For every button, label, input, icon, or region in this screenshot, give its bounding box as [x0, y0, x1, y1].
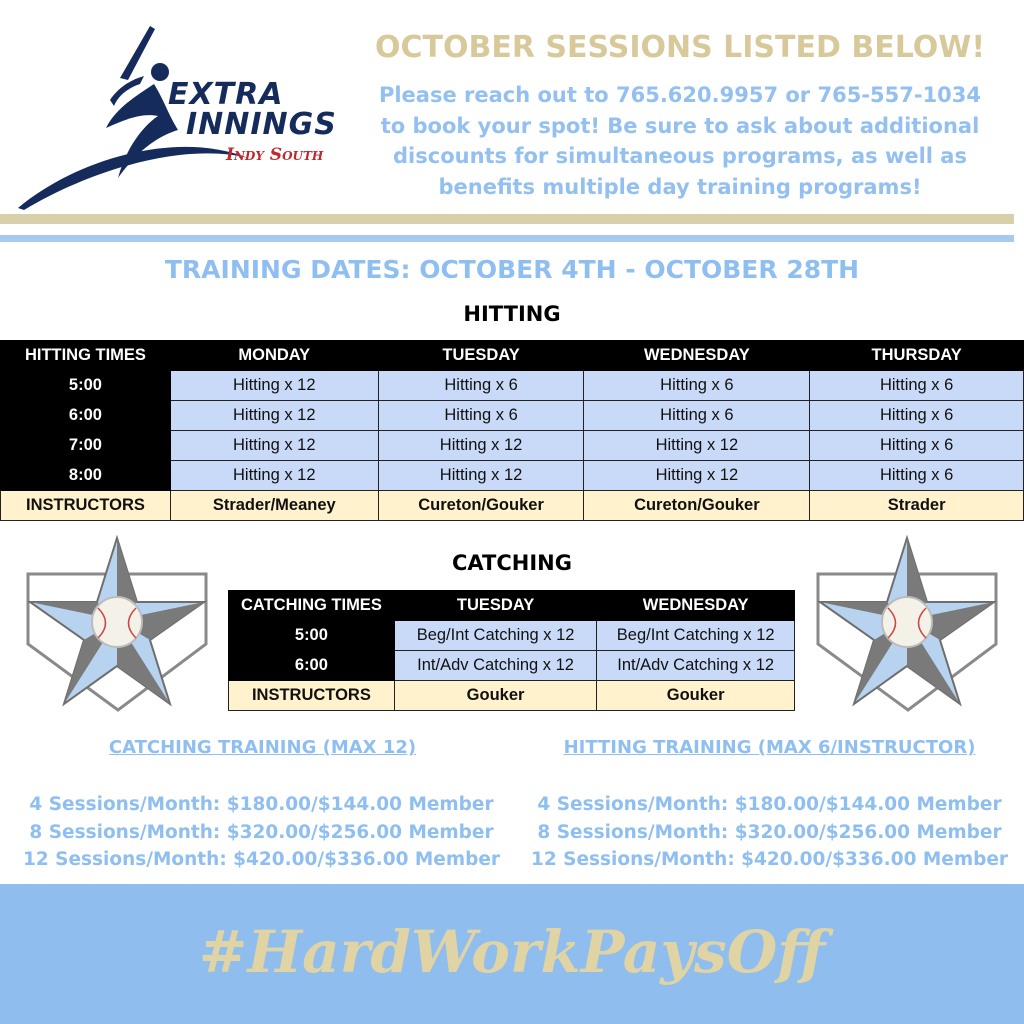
time-cell: 6:00 — [1, 401, 171, 431]
hitting-pricing-heading: HITTING TRAINING (MAX 6/INSTRUCTOR) — [563, 737, 976, 758]
extra-innings-logo — [18, 18, 348, 213]
session-cell: Hitting x 12 — [170, 461, 378, 491]
column-header: THURSDAY — [810, 341, 1024, 371]
intro-line: Please reach out to 765.620.9957 or 765-557-1034 — [378, 83, 982, 107]
table-row — [229, 621, 795, 651]
session-cell: Hitting x 6 — [810, 401, 1024, 431]
divider-blue — [0, 235, 1014, 242]
intro-line: to book your spot! Be sure to ask about additional — [380, 113, 980, 138]
time-cell: 8:00 — [1, 461, 171, 491]
price-line: 4 Sessions/Month: $180.00/$144.00 Member — [29, 794, 494, 815]
catching-section-title: CATCHING — [452, 551, 572, 575]
session-cell: Hitting x 6 — [378, 371, 584, 401]
footer-hashtag: #HardWorkPaysOff — [198, 918, 826, 986]
session-cell: Hitting x 12 — [170, 371, 378, 401]
time-cell: 6:00 — [229, 651, 395, 681]
instructors-label: INSTRUCTORS — [1, 491, 171, 521]
page-headline: OCTOBER SESSIONS LISTED BELOW! — [374, 30, 986, 65]
table-row — [229, 651, 795, 681]
instructors-row — [1, 491, 1024, 521]
intro-line: benefits multiple day training programs! — [438, 174, 922, 199]
session-cell: Hitting x 6 — [810, 371, 1024, 401]
table-row — [1, 461, 1024, 491]
price-line: 12 Sessions/Month: $420.00/$336.00 Member — [530, 849, 1009, 870]
session-cell: Hitting x 6 — [584, 401, 810, 431]
logo-location: Indy South — [226, 145, 324, 165]
session-cell: Hitting x 12 — [584, 461, 810, 491]
table-row — [1, 431, 1024, 461]
catching-schedule-table — [228, 590, 795, 711]
instructors-label: INSTRUCTORS — [229, 681, 395, 711]
instructor-cell: Gouker — [394, 681, 597, 711]
logo-word-extra: EXTRA — [168, 77, 284, 112]
column-header: CATCHING TIMES — [229, 591, 395, 621]
instructor-cell: Strader/Meaney — [170, 491, 378, 521]
intro-line: discounts for simultaneous programs, as well as — [393, 144, 967, 168]
price-line: 12 Sessions/Month: $420.00/$336.00 Member — [22, 849, 501, 870]
table-row — [1, 371, 1024, 401]
column-header: WEDNESDAY — [584, 341, 810, 371]
instructors-row — [229, 681, 795, 711]
divider-gold — [0, 214, 1014, 224]
catching-pricing-heading: CATCHING TRAINING (MAX 12) — [108, 737, 417, 758]
hitting-section-title: HITTING — [463, 302, 561, 326]
session-cell: Hitting x 6 — [810, 431, 1024, 461]
table-header-row — [229, 591, 795, 621]
column-header: MONDAY — [170, 341, 378, 371]
hitting-pricing-list — [515, 791, 1024, 874]
price-line: 4 Sessions/Month: $180.00/$144.00 Member — [537, 794, 1002, 815]
training-dates: TRAINING DATES: OCTOBER 4TH - OCTOBER 28TH — [164, 255, 860, 284]
table-row — [1, 401, 1024, 431]
table-header-row — [1, 341, 1024, 371]
time-cell: 5:00 — [1, 371, 171, 401]
instructor-cell: Gouker — [597, 681, 795, 711]
time-cell: 7:00 — [1, 431, 171, 461]
session-cell: Int/Adv Catching x 12 — [597, 651, 795, 681]
intro-paragraph — [350, 80, 1010, 202]
logo-word-innings: INNINGS — [186, 107, 337, 142]
instructor-cell: Strader — [810, 491, 1024, 521]
time-cell: 5:00 — [229, 621, 395, 651]
session-cell: Beg/Int Catching x 12 — [597, 621, 795, 651]
price-line: 8 Sessions/Month: $320.00/$256.00 Member — [29, 821, 494, 843]
column-header: WEDNESDAY — [597, 591, 795, 621]
session-cell: Hitting x 12 — [170, 401, 378, 431]
session-cell: Hitting x 12 — [378, 461, 584, 491]
session-cell: Int/Adv Catching x 12 — [394, 651, 597, 681]
session-cell: Hitting x 6 — [584, 371, 810, 401]
session-cell: Hitting x 6 — [378, 401, 584, 431]
column-header: TUESDAY — [394, 591, 597, 621]
catching-pricing-list — [4, 791, 519, 874]
session-cell: Hitting x 12 — [378, 431, 584, 461]
price-line: 8 Sessions/Month: $320.00/$256.00 Member — [537, 821, 1002, 843]
session-cell: Hitting x 12 — [584, 431, 810, 461]
session-cell: Hitting x 12 — [170, 431, 378, 461]
instructor-cell: Cureton/Gouker — [584, 491, 810, 521]
session-cell: Hitting x 6 — [810, 461, 1024, 491]
column-header: TUESDAY — [378, 341, 584, 371]
column-header: HITTING TIMES — [1, 341, 171, 371]
hitting-schedule-table — [0, 340, 1024, 521]
instructor-cell: Cureton/Gouker — [378, 491, 584, 521]
session-cell: Beg/Int Catching x 12 — [394, 621, 597, 651]
